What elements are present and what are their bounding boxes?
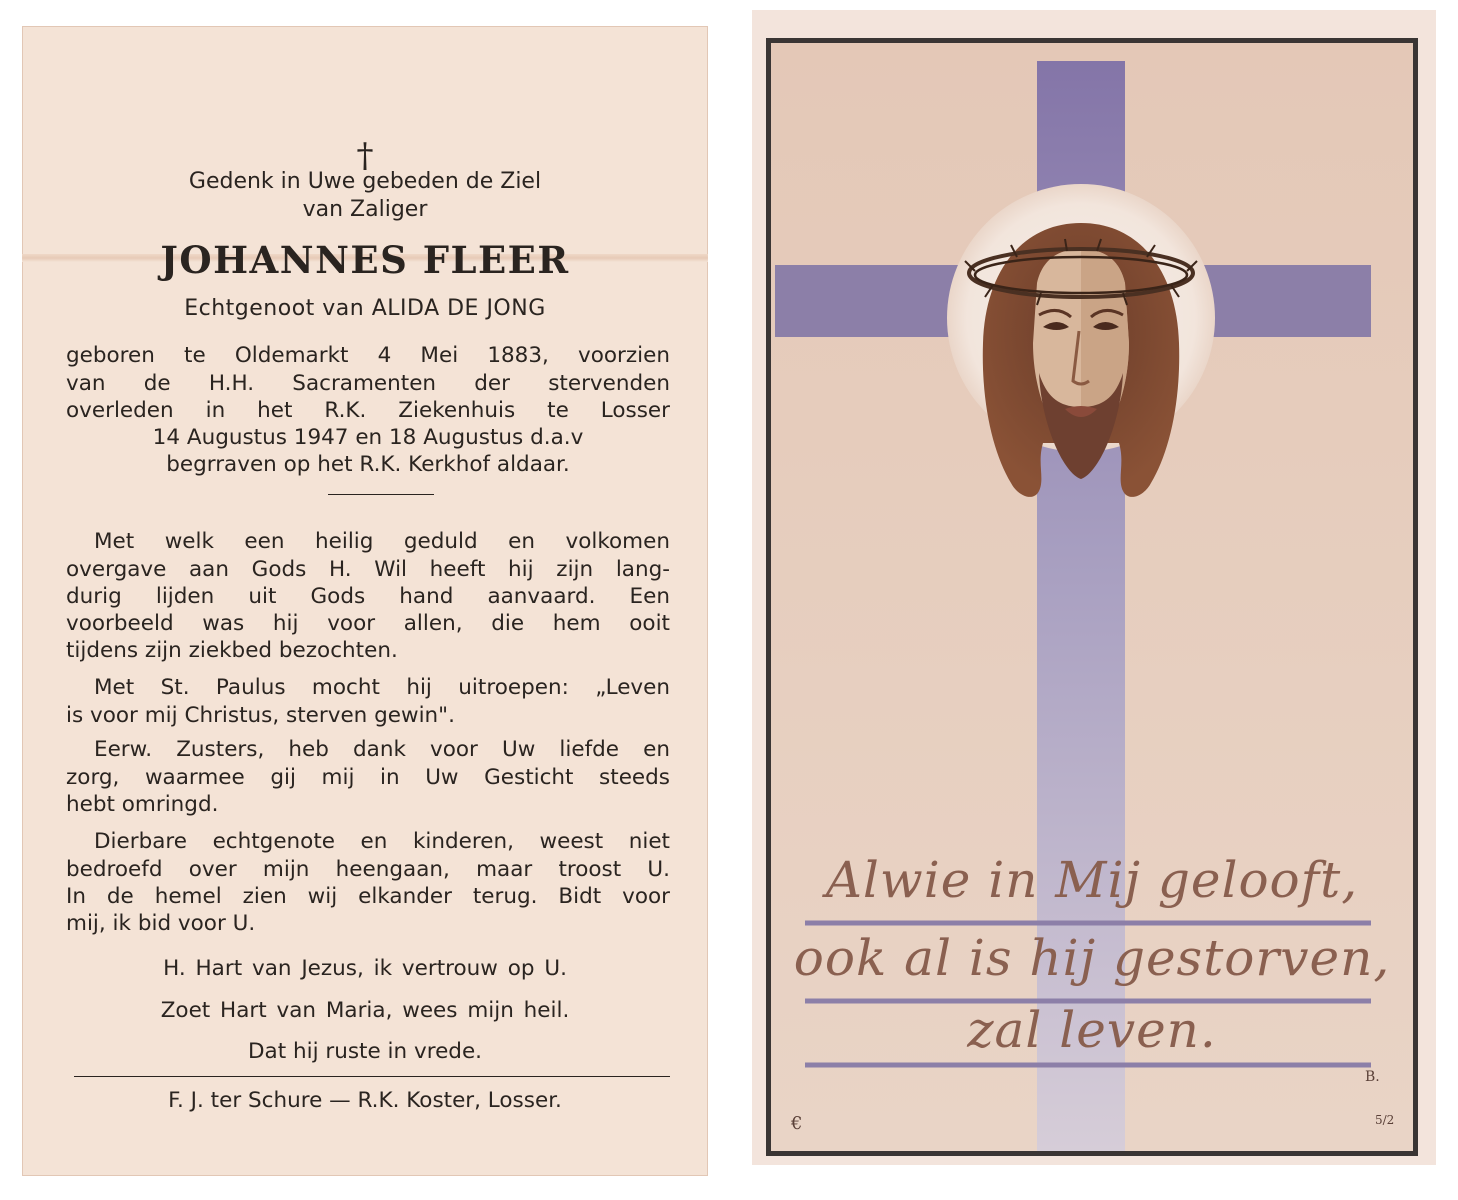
prayer-line-3: Dat hij ruste in vrede. (247, 1039, 483, 1064)
paragraph-line: Met St. Paulus mocht hij uitroepen: „Leven (94, 675, 670, 700)
paragraph-line: overgave aan Gods H. Wil heeft hij zijn lang- (66, 557, 670, 582)
bio-line: geboren te Oldemarkt 4 Mei 1883, voorzien (66, 343, 670, 368)
paragraph-line: zorg, waarmee gij mij in Uw Gesticht steeds (66, 765, 670, 790)
printer-credit: F. J. ter Schure — R.K. Koster, Losser. (168, 1088, 562, 1113)
motto-line-1: Alwie in Mij gelooft, (825, 851, 1359, 909)
paragraph-line: voorbeeld was hij voor allen, die hem ooit (66, 611, 670, 636)
intro-line-2: van Zaliger (302, 197, 428, 222)
paragraph-line: mij, ik bid voor U. (66, 911, 256, 936)
intro-line-1: Gedenk in Uwe gebeden de Ziel (188, 169, 542, 194)
image-frame (766, 38, 1418, 1156)
memorial-card-image (752, 10, 1436, 1165)
paragraph-line: Met welk een heilig geduld en volkomen (94, 529, 670, 554)
paragraph-line: tijdens zijn ziekbed bezochten. (66, 638, 398, 663)
paragraph-line: Dierbare echtgenote en kinderen, weest niet (94, 829, 670, 854)
card-number: 5/2 (1375, 1113, 1395, 1127)
prayer-line-2: Zoet Hart van Maria, wees mijn heil. (160, 998, 570, 1023)
paragraph-line: Eerw. Zusters, heb dank voor Uw liefde en (94, 737, 670, 762)
short-divider (328, 494, 434, 495)
paragraph-line: hebt omringd. (66, 792, 219, 817)
memorial-card-text (22, 26, 708, 1176)
paragraph-line: In de hemel zien wij elkander terug. Bidt voor (66, 884, 670, 909)
artist-mark: B. (1365, 1069, 1380, 1085)
publisher-mark: € (791, 1113, 803, 1134)
paragraph-line: durig lijden uit Gods hand aanvaard. Een (66, 584, 670, 609)
spouse-line: Echtgenoot van ALIDA DE JONG (184, 296, 546, 321)
prayer-line-1: H. Hart van Jezus, ik vertrouw op U. (163, 956, 567, 981)
deceased-name: JOHANNES FLEER (160, 238, 570, 282)
motto-line-2: ook al is hij gestorven, (793, 929, 1391, 987)
bio-line: van de H.H. Sacramenten der stervenden (66, 371, 670, 396)
motto-line-3: zal leven. (967, 1001, 1217, 1059)
paragraph-line: bedroefd over mijn heengaan, maar troost U. (66, 857, 670, 882)
paragraph-line: is voor mij Christus, sterven gewin". (66, 703, 455, 728)
footer-rule (74, 1076, 670, 1077)
bio-line: 14 Augustus 1947 en 18 Augustus d.a.v (152, 425, 584, 450)
bio-line: begrraven op het R.K. Kerkhof aldaar. (166, 452, 570, 477)
cross-icon: † (356, 136, 374, 176)
bio-line: overleden in het R.K. Ziekenhuis te Losser (66, 398, 670, 423)
